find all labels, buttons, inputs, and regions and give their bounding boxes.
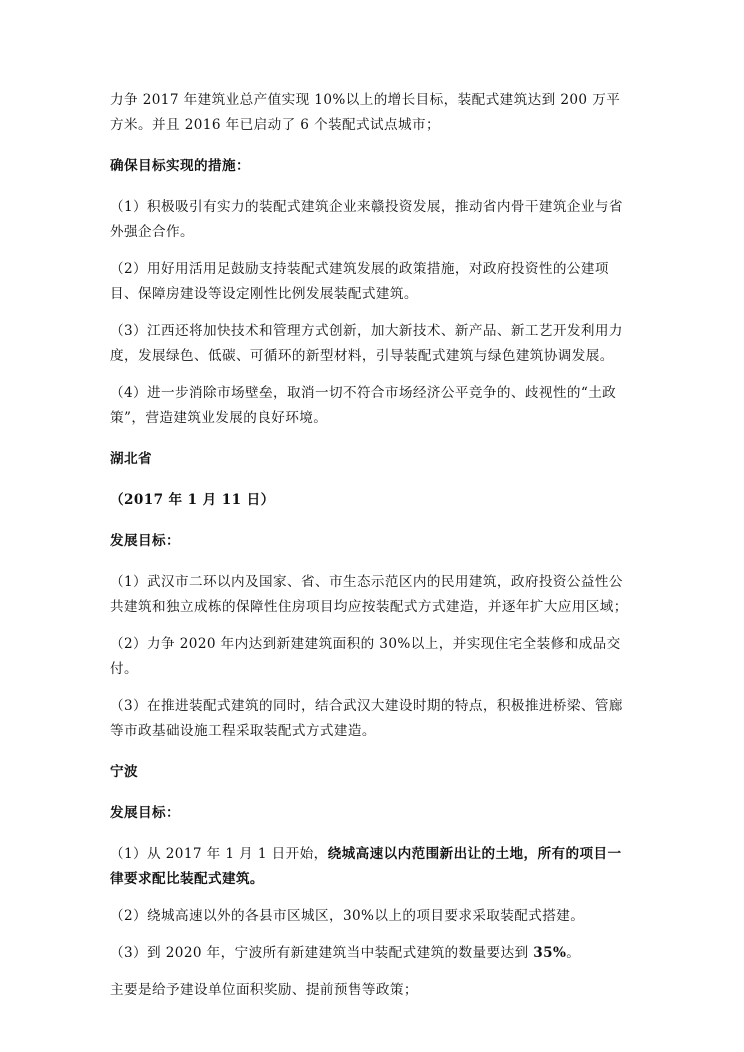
- ningbo-goal-3: [110, 941, 634, 966]
- ningbo-goal-1-emphasis: 绕城高速以内范围新出让的土地，所有的项目一律要求配比装配式建筑。: [110, 846, 622, 887]
- ningbo-policy-paragraph: 主要是给予建设单位面积奖励、提前预售等政策；: [110, 982, 418, 998]
- ningbo-goal-3-prefix: （3）到 2020 年，宁波所有新建建筑当中装配式建筑的数量要达到: [110, 945, 534, 961]
- hubei-goal-3: （3）在推进装配式建筑的同时，结合武汉大建设时期的特点，积极推进桥梁、管廊等市政基础设施工程采取装配式方式建造。: [110, 698, 623, 739]
- ningbo-goals-heading: 发展目标：: [110, 805, 180, 821]
- hubei-goal-1: （1）武汉市二环以内及国家、省、市生态示范区内的民用建筑，政府投资公益性公共建筑和独立成栋的保障性住房项目均应按装配式方式建造，并逐年扩大应用区域；: [110, 574, 628, 615]
- ningbo-goal-1: [110, 842, 634, 892]
- jiangxi-measure-3: （3）江西还将加快技术和管理方式创新，加大新技术、新产品、新工艺开发利用力度，发展绿色、低碳、可循环的新型材料，引导装配式建筑与绿色建筑协调发展。: [110, 323, 623, 364]
- document-body: [110, 88, 634, 1003]
- jiangxi-measure-2: （2）用好用活用足鼓励支持装配式建筑发展的政策措施，对政府投资性的公建项目、保障房建设等设定刚性比例发展装配式建筑。: [110, 261, 609, 302]
- hubei-section-title: 湖北省: [110, 451, 152, 467]
- jiangxi-measures-heading: 确保目标实现的措施：: [110, 158, 250, 174]
- jiangxi-intro-paragraph: 力争 2017 年建筑业总产值实现 10%以上的增长目标，装配式建筑达到 200 万平方米。并且 2016 年已启动了 6 个装配式试点城市；: [110, 92, 621, 133]
- jiangxi-measure-1: （1）积极吸引有实力的装配式建筑企业来赣投资发展，推动省内骨干建筑企业与省外强企合作。: [110, 199, 623, 240]
- ningbo-goal-3-percentage: 35%: [533, 945, 567, 961]
- jiangxi-measure-4: （4）进一步消除市场壁垒，取消一切不符合市场经济公平竞争的、歧视性的“土政策”，营造建筑业发展的良好环境。: [110, 385, 617, 426]
- ningbo-goal-2: （2）绕城高速以外的各县市区城区，30%以上的项目要求采取装配式搭建。: [110, 908, 585, 924]
- hubei-date: （2017 年 1 月 11 日）: [110, 492, 275, 508]
- ningbo-section-title: 宁波: [110, 764, 138, 780]
- hubei-goals-heading: 发展目标：: [110, 533, 180, 549]
- ningbo-goal-3-suffix: 。: [566, 945, 581, 961]
- ningbo-goal-1-prefix: （1）从 2017 年 1 月 1 日开始，: [110, 846, 328, 862]
- hubei-goal-2: （2）力争 2020 年内达到新建建筑面积的 30%以上，并实现住宅全装修和成品交付。: [110, 636, 621, 677]
